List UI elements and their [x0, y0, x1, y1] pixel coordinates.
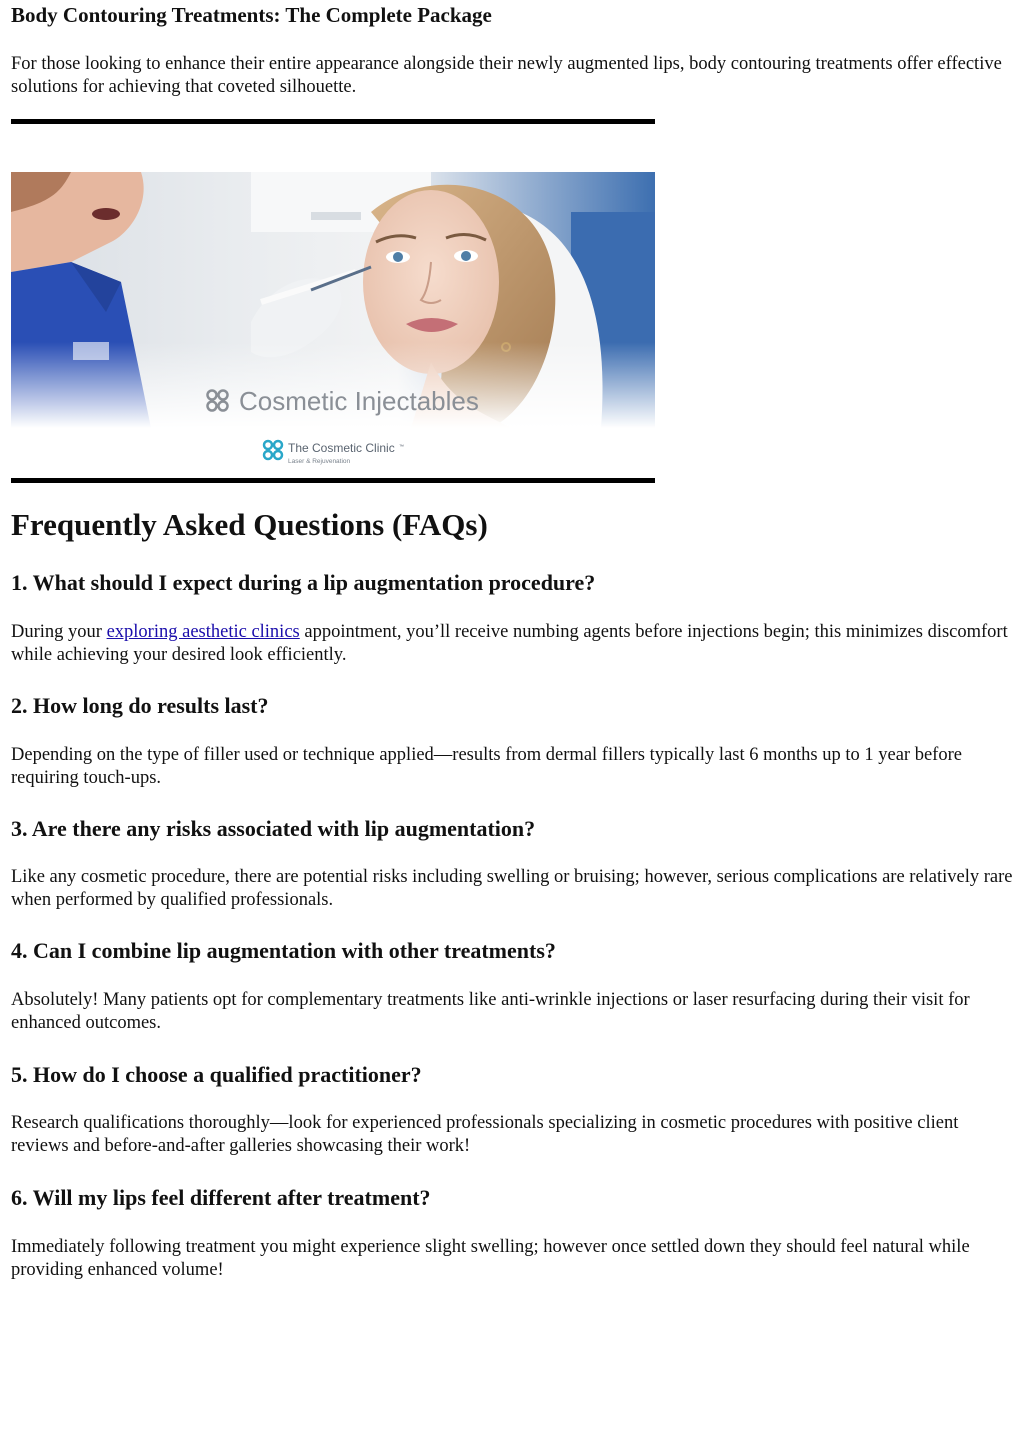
- brand-trademark: ™: [399, 444, 404, 450]
- exploring-aesthetic-clinics-link[interactable]: exploring aesthetic clinics: [106, 622, 300, 642]
- faq-question-4: 4. Can I combine lip augmentation with other treatments?: [11, 938, 556, 963]
- faq-question-1: 1. What should I expect during a lip augmentation procedure?: [11, 570, 596, 595]
- top-divider: [11, 119, 655, 124]
- bottom-divider: [11, 478, 655, 483]
- section-title: Body Contouring Treatments: The Complete Package: [11, 3, 492, 27]
- faq-answer-5: Research qualifications thoroughly—look for experienced professionals specializing in cosmetic procedures with positive client reviews and before-and-after galleries showcasing their work!: [11, 1113, 959, 1156]
- faq-answer-4: Absolutely! Many patients opt for complementary treatments like anti-wrinkle injections or laser resurfacing during their visit for enhanced outcomes.: [11, 990, 970, 1033]
- faq-question-2: 2. How long do results last?: [11, 693, 269, 718]
- faq-answer-2: Depending on the type of filler used or technique applied—results from dermal fillers typically last 6 months up to 1 year before requiring touch-ups.: [11, 745, 962, 788]
- image-overlay-title: Cosmetic Injectables: [239, 386, 479, 416]
- faq-question-3: 3. Are there any risks associated with lip augmentation?: [11, 816, 536, 841]
- brand-tagline: Laser & Rejuvenation: [288, 458, 351, 465]
- faq-question-5: 5. How do I choose a qualified practitioner?: [11, 1062, 422, 1087]
- brand-name: The Cosmetic Clinic: [288, 441, 395, 455]
- faq-answer-1-prefix: During your: [11, 622, 107, 642]
- faq-answer-1: [11, 621, 1016, 667]
- faq-answer-6: Immediately following treatment you might experience slight swelling; however once settled down they should feel natural while providing enhanced volume!: [11, 1237, 970, 1280]
- faq-answer-1-suffix: appointment, you’ll receive numbing agents before injections begin; this minimizes discomfort while achieving your desired look efficiently.: [11, 622, 1008, 665]
- cosmetic-injectables-image: [11, 172, 655, 468]
- treatment-photo-illustration: [11, 172, 655, 468]
- faq-title: Frequently Asked Questions (FAQs): [11, 507, 488, 542]
- section-intro: For those looking to enhance their entire appearance alongside their newly augmented lips, body contouring treatments offer effective solutions for achieving that coveted silhouette.: [11, 54, 1002, 97]
- faq-answer-3: Like any cosmetic procedure, there are potential risks including swelling or bruising; however, serious complications are relatively rare when performed by qualified professionals.: [11, 867, 1013, 910]
- faq-question-6: 6. Will my lips feel different after treatment?: [11, 1185, 431, 1210]
